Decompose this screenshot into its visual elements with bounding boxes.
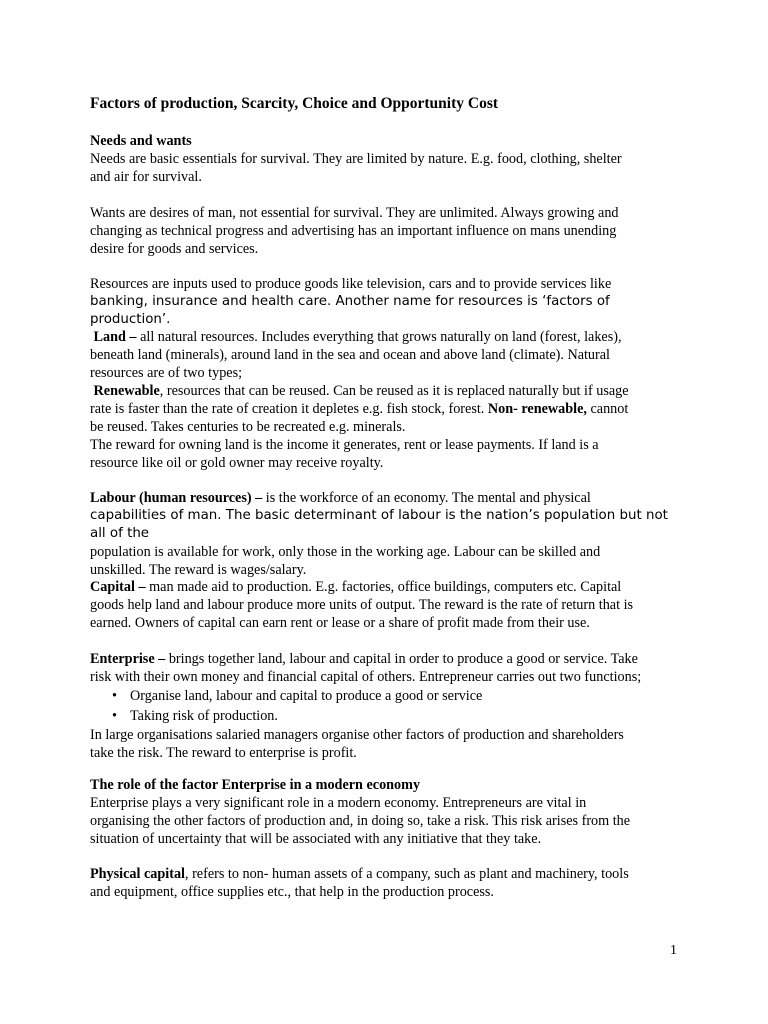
enterprise-line-1-text: brings together land, labour and capital in order to produce a good or service. Take [165, 651, 638, 667]
wants-line-2: changing as technical progress and advertising has an important influence on mans unending [90, 223, 617, 239]
page-title: Factors of production, Scarcity, Choice and Opportunity Cost [90, 95, 499, 112]
list-item-text: Taking risk of production. [130, 708, 278, 724]
renewable-term: Renewable [93, 383, 160, 399]
wants-line-3: desire for goods and services. [90, 241, 259, 257]
physical-capital-line-1 [90, 865, 680, 883]
bullet-icon: • [112, 688, 117, 704]
enterprise-line-1 [90, 650, 680, 668]
capital-line-2: goods help land and labour produce more units of output. The reward is the rate of return that is [90, 597, 634, 613]
land-line-5-start: rate is faster than the rate of creation it depletes e.g. fish stock, forest. [90, 401, 488, 417]
resources-line-1: Resources are inputs used to produce goods like television, cars and to provide services like [90, 276, 612, 292]
land-line-3: resources are of two types; [90, 365, 243, 381]
enterprise-line-5: In large organisations salaried managers organise other factors of production and shareholders [90, 727, 624, 743]
bullet-icon: • [112, 708, 117, 724]
needs-heading: Needs and wants [90, 133, 192, 149]
enterprise-term: Enterprise – [90, 651, 166, 667]
list-item [90, 706, 680, 726]
page-number: 1 [670, 943, 677, 958]
labour-line-4: unskilled. The reward is wages/salary. [90, 562, 307, 578]
role-line-3: situation of uncertainty that will be associated with any initiative that they take. [90, 831, 542, 847]
enterprise-section [90, 650, 680, 762]
enterprise-functions-list [90, 686, 680, 726]
physical-capital-line-2: and equipment, office supplies etc., that help in the production process. [90, 884, 494, 900]
physical-capital-section [90, 865, 680, 901]
land-line-1 [90, 328, 680, 346]
nonrenewable-term: Non- renewable, [487, 401, 587, 417]
labour-line-1 [90, 489, 680, 507]
physical-capital-term: Physical capital [90, 866, 185, 882]
land-term: Land – [93, 329, 137, 345]
land-line-5 [90, 400, 680, 418]
needs-line-1: Needs are basic essentials for survival. They are limited by nature. E.g. food, clothing, shelter [90, 151, 622, 167]
enterprise-line-6: take the risk. The reward to enterprise is profit. [90, 745, 357, 761]
capital-term: Capital – [90, 579, 146, 595]
capital-line-3: earned. Owners of capital can earn rent or lease or a share of profit made from their use. [90, 615, 590, 631]
resources-line-2: banking, insurance and health care. Another name for resources is ‘factors of production’. [90, 294, 610, 327]
physical-capital-line-1-text: , refers to non- human assets of a company, such as plant and machinery, tools [184, 866, 629, 882]
renewable-text: , resources that can be reused. Can be reused as it is replaced naturally but if usage [159, 383, 629, 399]
capital-line-1-text: man made aid to production. E.g. factories, office buildings, computers etc. Capital [145, 579, 622, 595]
labour-term: Labour (human resources) – [90, 490, 263, 506]
land-line-8: resource like oil or gold owner may receive royalty. [90, 455, 384, 471]
resources-paragraph [90, 275, 680, 329]
needs-line-2: and air for survival. [90, 169, 202, 185]
land-line-1-text: all natural resources. Includes everything that grows naturally on land (forest, lakes), [136, 329, 622, 345]
land-line-2: beneath land (minerals), around land in the sea and ocean and above land (climate). Natural [90, 347, 610, 363]
role-section [90, 776, 680, 848]
role-line-2: organising the other factors of production and, in doing so, take a risk. This risk arises from the [90, 813, 631, 829]
role-line-1: Enterprise plays a very significant role in a modern economy. Entrepreneurs are vital in [90, 795, 587, 811]
wants-paragraph [90, 204, 680, 258]
needs-section [90, 132, 680, 186]
list-item-text: Organise land, labour and capital to produce a good or service [130, 688, 483, 704]
land-line-7: The reward for owning land is the income it generates, rent or lease payments. If land is a [90, 437, 599, 453]
capital-line-1 [90, 578, 680, 596]
list-item [90, 686, 680, 706]
land-section [90, 328, 680, 472]
land-line-5-end: cannot [586, 401, 629, 417]
wants-line-1: Wants are desires of man, not essential for survival. They are unlimited. Always growing and [90, 205, 619, 221]
land-line-4 [90, 382, 680, 400]
land-line-6: be reused. Takes centuries to be recreated e.g. minerals. [90, 419, 406, 435]
capital-section [90, 578, 680, 632]
labour-section [90, 489, 680, 579]
enterprise-line-2: risk with their own money and financial capital of others. Entrepreneur carries out two functions; [90, 669, 642, 685]
role-heading: The role of the factor Enterprise in a modern economy [90, 777, 421, 793]
labour-line-2: capabilities of man. The basic determinant of labour is the nation’s population but not all of the [90, 508, 668, 541]
labour-line-1-text: is the workforce of an economy. The mental and physical [262, 490, 591, 506]
labour-line-3: population is available for work, only those in the working age. Labour can be skilled and [90, 544, 601, 560]
